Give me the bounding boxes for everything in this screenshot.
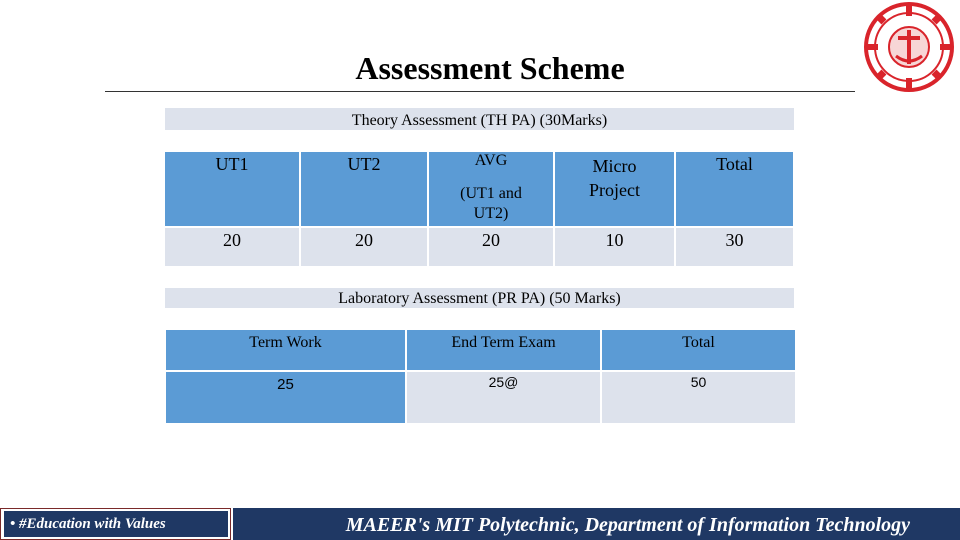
lab-assessment-heading: Laboratory Assessment (PR PA) (50 Marks) [165, 288, 794, 308]
theory-header-cell [555, 152, 674, 226]
theory-header-cell [676, 152, 793, 226]
avg-subheader: (UT1 and UT2) [460, 185, 522, 222]
lab-total-header: Total [682, 334, 715, 351]
footer-institution: MAEER's MIT Polytechnic, Department of Information Technology [233, 508, 960, 540]
footer-tagline: • #Education with Values [4, 511, 228, 537]
ut2-value: 20 [355, 230, 373, 250]
theory-value-cell [301, 228, 427, 266]
theory-value-cell [429, 228, 553, 266]
theory-value-cell [165, 228, 299, 266]
lab-header-cell [166, 330, 405, 370]
lab-value-cell [407, 372, 600, 423]
theory-header-cell [165, 152, 299, 226]
ut1-header: UT1 [215, 154, 249, 174]
institution-seal-icon [862, 0, 956, 100]
ut1-value: 20 [223, 230, 241, 250]
theory-value-cell [676, 228, 793, 266]
theory-header-cell [301, 152, 427, 226]
footer-tagline-box [0, 508, 231, 540]
end-term-exam-header: End Term Exam [451, 334, 556, 351]
avg-value: 20 [482, 230, 500, 250]
avg-header: AVG [474, 152, 508, 169]
lab-header-cell [407, 330, 600, 370]
theory-assessment-heading: Theory Assessment (TH PA) (30Marks) [165, 108, 794, 130]
theory-value-cell [555, 228, 674, 266]
micro-project-header: Micro Project [589, 156, 640, 200]
lab-value-cell [166, 372, 405, 423]
page-title: Assessment Scheme [355, 50, 625, 86]
lab-header-cell [602, 330, 795, 370]
theory-total-value: 30 [725, 230, 744, 250]
title-underline [105, 91, 855, 92]
end-term-exam-value: 25@ [488, 374, 519, 390]
total-header: Total [716, 154, 753, 174]
lab-total-value: 50 [690, 374, 707, 390]
term-work-header: Term Work [249, 334, 322, 351]
term-work-value: 25 [277, 376, 294, 393]
lab-value-cell [602, 372, 795, 423]
ut2-header: UT2 [347, 154, 381, 174]
theory-header-cell [429, 152, 553, 226]
micro-project-value: 10 [605, 230, 624, 250]
